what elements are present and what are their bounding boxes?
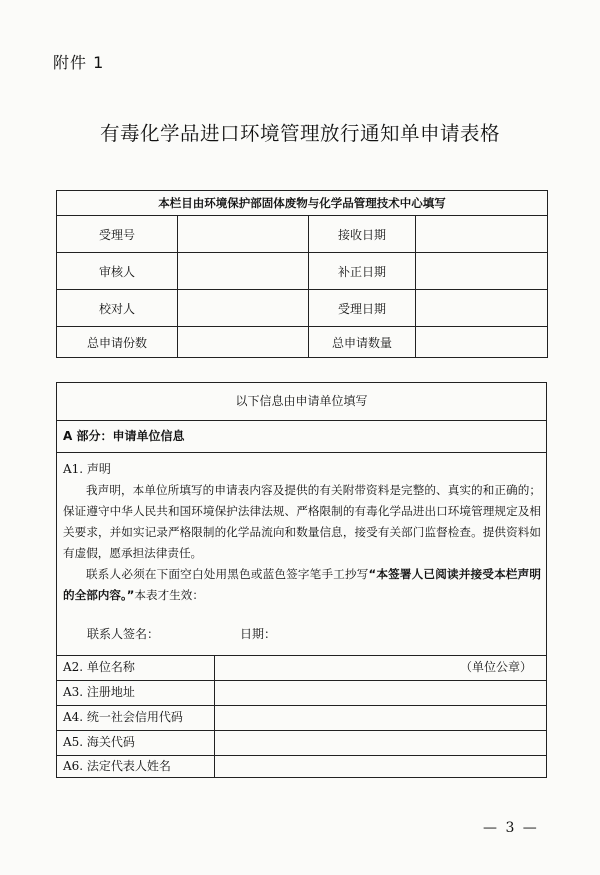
instruction-text: 联系人必须在下面空白处用黑色或蓝色签字笔手工抄写 (86, 567, 369, 581)
field-label-reviewer: 审核人 (57, 253, 178, 290)
unit-name-value[interactable] (214, 655, 546, 680)
applicant-section-header: 以下信息由申请单位填写 (57, 383, 546, 421)
instruction-quote: “本签署人已阅读并接受本栏声明的全部内容。” (63, 567, 541, 602)
applicant-section (56, 382, 547, 778)
credit-code-label: A4. 统一社会信用代码 (63, 710, 183, 724)
table-row (57, 216, 548, 253)
declaration-text (63, 480, 541, 606)
registered-address-label: A3. 注册地址 (63, 685, 135, 699)
registered-address-value[interactable] (214, 680, 546, 705)
office-use-table (56, 190, 548, 358)
customs-code-label: A5. 海关代码 (63, 735, 135, 749)
customs-code-value[interactable] (214, 730, 546, 755)
instruction-suffix: 本表才生效： (134, 588, 204, 602)
legal-representative-label: A6. 法定代表人姓名 (63, 759, 171, 773)
acceptance-no-value[interactable] (178, 216, 309, 253)
receipt-date-value[interactable] (416, 216, 548, 253)
table-row (57, 290, 548, 327)
field-label-total-copies: 总申请份数 (57, 327, 178, 358)
document-title: 有毒化学品进口环境管理放行通知单申请表格 (99, 122, 500, 145)
table-row (57, 253, 548, 290)
unit-name-label: A2. 单位名称 (63, 660, 135, 674)
attachment-label: 附件 1 (53, 53, 105, 72)
reviewer-value[interactable] (178, 253, 309, 290)
field-label-acceptance-date: 受理日期 (309, 290, 416, 327)
page-number: — 3 — (483, 820, 539, 836)
office-table-header: 本栏目由环境保护部固体废物与化学品管理技术中心填写 (57, 191, 548, 216)
field-label-checker: 校对人 (57, 290, 178, 327)
field-row-registered-address (57, 680, 546, 706)
correction-date-value[interactable] (416, 253, 548, 290)
field-row-customs-code (57, 730, 546, 756)
field-label-correction-date: 补正日期 (309, 253, 416, 290)
total-copies-value[interactable] (178, 327, 309, 358)
declaration-title: A1. 声明 (63, 462, 111, 476)
field-row-credit-code (57, 705, 546, 731)
total-quantity-value[interactable] (416, 327, 548, 358)
signature-label: 联系人签名： (87, 627, 160, 641)
legal-representative-value[interactable] (214, 755, 546, 777)
field-label-total-quantity: 总申请数量 (309, 327, 416, 358)
acceptance-date-value[interactable] (416, 290, 548, 327)
part-a-heading: A 部分：申请单位信息 (57, 420, 546, 453)
declaration-instruction (63, 564, 541, 606)
declaration-block (57, 452, 546, 656)
field-label-acceptance-no: 受理号 (57, 216, 178, 253)
table-row (57, 327, 548, 358)
credit-code-value[interactable] (214, 705, 546, 730)
field-row-unit-name (57, 655, 546, 681)
field-row-legal-representative (57, 755, 546, 777)
checker-value[interactable] (178, 290, 309, 327)
official-seal-note: （单位公章） (459, 660, 532, 674)
signature-date-label: 日期： (240, 627, 277, 641)
declaration-paragraph: 我声明，本单位所填写的申请表内容及提供的有关附带资料是完整的、真实的和正确的；保证遵守中华人民共和国环境保护法律法规、严格限制的有毒化学品进出口环境管理规定及相关要求，并如实记录严格限制的化学品流向和数量信息，接受有关部门监督检查。提供资料如有虚假，愿承担法律责任。 (63, 483, 541, 560)
field-label-receipt-date: 接收日期 (309, 216, 416, 253)
